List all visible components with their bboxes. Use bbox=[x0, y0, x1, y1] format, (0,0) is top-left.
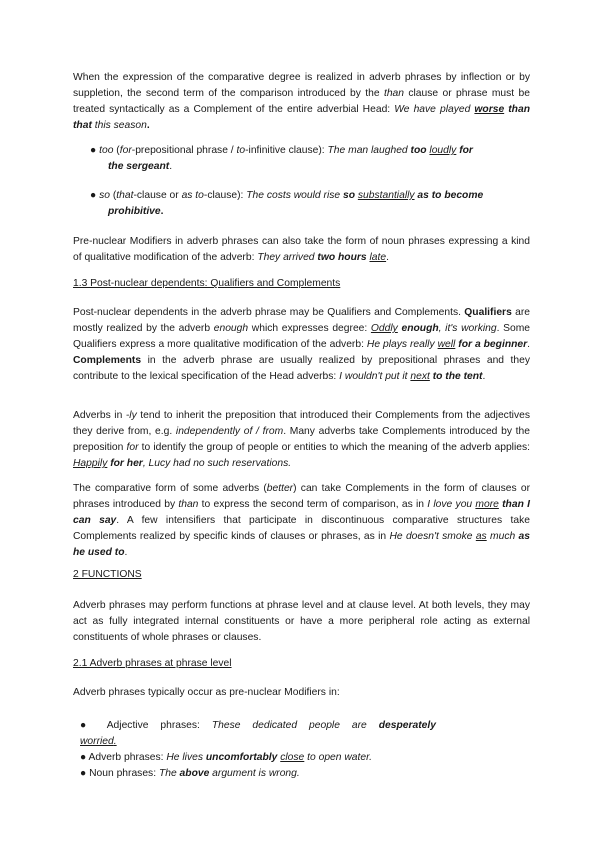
l3-rest: argument is wrong. bbox=[209, 768, 300, 779]
section-heading-2-1: 2.1 Adverb phrases at phrase level bbox=[73, 658, 232, 669]
p3-text-1: Post-nuclear dependents in the adverb phrase may be Qualifiers and Complements. bbox=[73, 307, 465, 318]
p3-text-3: which expresses degree: bbox=[248, 323, 371, 334]
list-item-adverb-phrases bbox=[80, 750, 530, 766]
p1-text-2: clause or phrase must be treated syntactically as a Complement of the entire adverbial Head: bbox=[73, 88, 530, 115]
p3-for-a-beginner: for a beginner bbox=[455, 339, 528, 350]
p1-than-that: than that bbox=[73, 104, 530, 131]
p4-independently: independently of / from bbox=[175, 426, 284, 437]
b1-to: to bbox=[236, 145, 246, 156]
p3-text-7: in the adverb phrase are usually realized by prepositional phrases and they contribute to the lexical specification of the Head adverbs: bbox=[73, 355, 530, 382]
p4-happily: Happily bbox=[73, 458, 108, 469]
p5-more: more bbox=[475, 499, 499, 510]
l2-label: Adverb phrases: bbox=[86, 752, 167, 763]
bullet-mark: ● bbox=[90, 190, 97, 201]
section-heading-2: 2 FUNCTIONS bbox=[73, 569, 142, 580]
paragraph-post-nuclear bbox=[73, 305, 530, 385]
b1-text: -prepositional phrase / bbox=[131, 145, 237, 156]
p3-qualifiers: Qualifiers bbox=[464, 307, 512, 318]
p2-late: late bbox=[369, 252, 387, 263]
p3-complements: Complements bbox=[73, 355, 142, 366]
p5-better: better bbox=[266, 483, 294, 494]
b1-text-2: -infinitive clause): bbox=[245, 145, 328, 156]
l1-period: . bbox=[113, 736, 117, 747]
bullet-mark: ● bbox=[80, 720, 96, 731]
p3-text-2: are mostly realized by the adverb bbox=[73, 307, 530, 334]
b1-example: The man laughed bbox=[327, 145, 411, 156]
b2-that: that bbox=[116, 190, 134, 201]
b2-example: The costs would rise bbox=[246, 190, 343, 201]
p3-next: next bbox=[410, 371, 430, 382]
b2-as-to: as to bbox=[181, 190, 204, 201]
p3-example-3: I wouldn't put it bbox=[339, 371, 411, 382]
p3-example-2: He plays really bbox=[366, 339, 438, 350]
b1-for: for bbox=[119, 145, 132, 156]
p3-to-the-tent: to the tent bbox=[429, 371, 483, 382]
l2-uncomfortably: uncomfortably bbox=[205, 752, 278, 763]
p5-example-2: He doesn't smoke bbox=[389, 531, 476, 542]
p1-period: . bbox=[146, 120, 150, 131]
p4-for: for bbox=[126, 442, 139, 453]
p1-than: than bbox=[383, 88, 404, 99]
p2-example: They arrived bbox=[257, 252, 318, 263]
p4-for-her: for her bbox=[107, 458, 143, 469]
p4-text-3: . Many adverbs take Complements introduced by the preposition bbox=[73, 426, 530, 453]
p4-text-5: , Lucy had no such reservations. bbox=[142, 458, 292, 469]
p3-oddly: Oddly bbox=[370, 323, 398, 334]
l3-example: The bbox=[158, 768, 180, 779]
p3-enough-bold: enough bbox=[401, 323, 439, 334]
list-item-noun-phrases bbox=[80, 766, 530, 782]
p5-much: much bbox=[486, 531, 519, 542]
bullet-mark: ● bbox=[80, 768, 87, 779]
p3-text-5: . Some Qualifiers express a more qualitative modification of the adverb: bbox=[73, 323, 531, 350]
p3-sep: . bbox=[527, 339, 531, 350]
bullet-mark: ● bbox=[80, 752, 87, 763]
b1-sergeant: the sergeant bbox=[108, 161, 170, 172]
l3-label: Noun phrases: bbox=[86, 768, 159, 779]
l1-example: These dedicated people are bbox=[211, 720, 379, 731]
l1-desperately: desperately bbox=[378, 720, 436, 731]
bullet-mark: ● bbox=[90, 145, 97, 156]
l1-label: Adjective phrases: bbox=[95, 720, 212, 731]
b2-text-2: -clause): bbox=[203, 190, 247, 201]
b2-text: -clause or bbox=[133, 190, 182, 201]
p4-ly: -ly bbox=[125, 410, 137, 421]
p4-text-1: Adverbs in bbox=[73, 410, 126, 421]
b1-loudly: loudly bbox=[429, 145, 457, 156]
b2-period: . bbox=[160, 206, 164, 217]
p5-than: than bbox=[178, 499, 199, 510]
p5-text-2: ) can take Complements in the form of clauses or phrases introduced by bbox=[73, 483, 530, 510]
p3-enough: enough bbox=[213, 323, 249, 334]
p5-as-he-used-to: as he used to bbox=[73, 531, 531, 558]
p3-period: . bbox=[482, 371, 486, 382]
p2-period: . bbox=[386, 252, 389, 263]
bullet-too: ● too (for-prepositional phrase / to-infinitive clause): The man laughed too loudly for the sergeant. bbox=[90, 145, 473, 172]
paragraph-pre-nuclear-modifiers: Adverb phrases typically occur as pre-nuclear Modifiers in: bbox=[73, 687, 340, 698]
paragraph-pre-nuclear bbox=[73, 234, 530, 266]
p5-text-3: to express the second term of comparison, as in bbox=[198, 499, 428, 510]
bullet-so: ● so (that-clause or as to-clause): The costs would rise so substantially as to become prohibitive. bbox=[90, 190, 484, 217]
b2-substantially: substantially bbox=[357, 190, 415, 201]
p5-period: . bbox=[124, 547, 128, 558]
p4-text-4: to identify the group of people or entities to which the meaning of the adverb applies: bbox=[138, 442, 530, 453]
paragraph-functions: Adverb phrases may perform functions at phrase level and at clause level. At both levels, they may act as fully integrated internal constituents or have a more peripheral role acting as external constituents of whole phrases or clauses. bbox=[73, 600, 530, 643]
l2-close: close bbox=[280, 752, 305, 763]
l2-example: He lives bbox=[166, 752, 206, 763]
section-heading-1-3: 1.3 Post-nuclear dependents: Qualifiers and Complements bbox=[73, 278, 341, 289]
p4-text-2: tend to inherit the preposition that introduced their Complements from the adjectives they derive from, e.g. bbox=[73, 410, 530, 437]
b2-paren: ( bbox=[110, 190, 117, 201]
b1-paren: ( bbox=[113, 145, 120, 156]
b1-for-bold: for bbox=[459, 145, 473, 156]
p5-than-i-can-say: than I can say bbox=[73, 499, 530, 526]
p2-two-hours: two hours bbox=[317, 252, 367, 263]
paragraph-ly-adverbs bbox=[73, 408, 530, 472]
b1-too-label: too bbox=[99, 145, 114, 156]
b1-period: . bbox=[169, 161, 173, 172]
p1-worse: worse bbox=[474, 104, 505, 115]
p1-text-1: When the expression of the comparative degree is realized in adverb phrases by inflection or by suppletion, the second term of the comparison introduced by the bbox=[73, 72, 530, 99]
paragraph-comparative-degree bbox=[73, 70, 530, 134]
p5-as: as bbox=[475, 531, 487, 542]
p1-example-start: We have played bbox=[394, 104, 475, 115]
l3-above: above bbox=[179, 768, 210, 779]
p3-well: well bbox=[437, 339, 456, 350]
paragraph-comparative-form bbox=[73, 481, 530, 561]
p5-text-4: . A few intensifiers that participate in discontinuous comparative structures take Complements realized by specific kinds of clauses or phrases, as in bbox=[73, 515, 530, 542]
p3-its-working: , it's working bbox=[438, 323, 497, 334]
p5-text-1: The comparative form of some adverbs ( bbox=[73, 483, 267, 494]
p2-text: Pre-nuclear Modifiers in adverb phrases can also take the form of noun phrases expressing a kind of qualitative modification of the adverb: bbox=[73, 236, 530, 263]
b2-so-label: so bbox=[99, 190, 110, 201]
b2-as-to-become: as to become bbox=[417, 190, 484, 201]
l2-rest: to open water. bbox=[304, 752, 373, 763]
list-item-adjective-phrases bbox=[80, 718, 530, 750]
p5-example-1: I love you bbox=[427, 499, 476, 510]
l1-worried: worried bbox=[80, 736, 114, 747]
b2-prohibitive: prohibitive bbox=[108, 206, 161, 217]
p1-example-end: this season bbox=[91, 120, 147, 131]
